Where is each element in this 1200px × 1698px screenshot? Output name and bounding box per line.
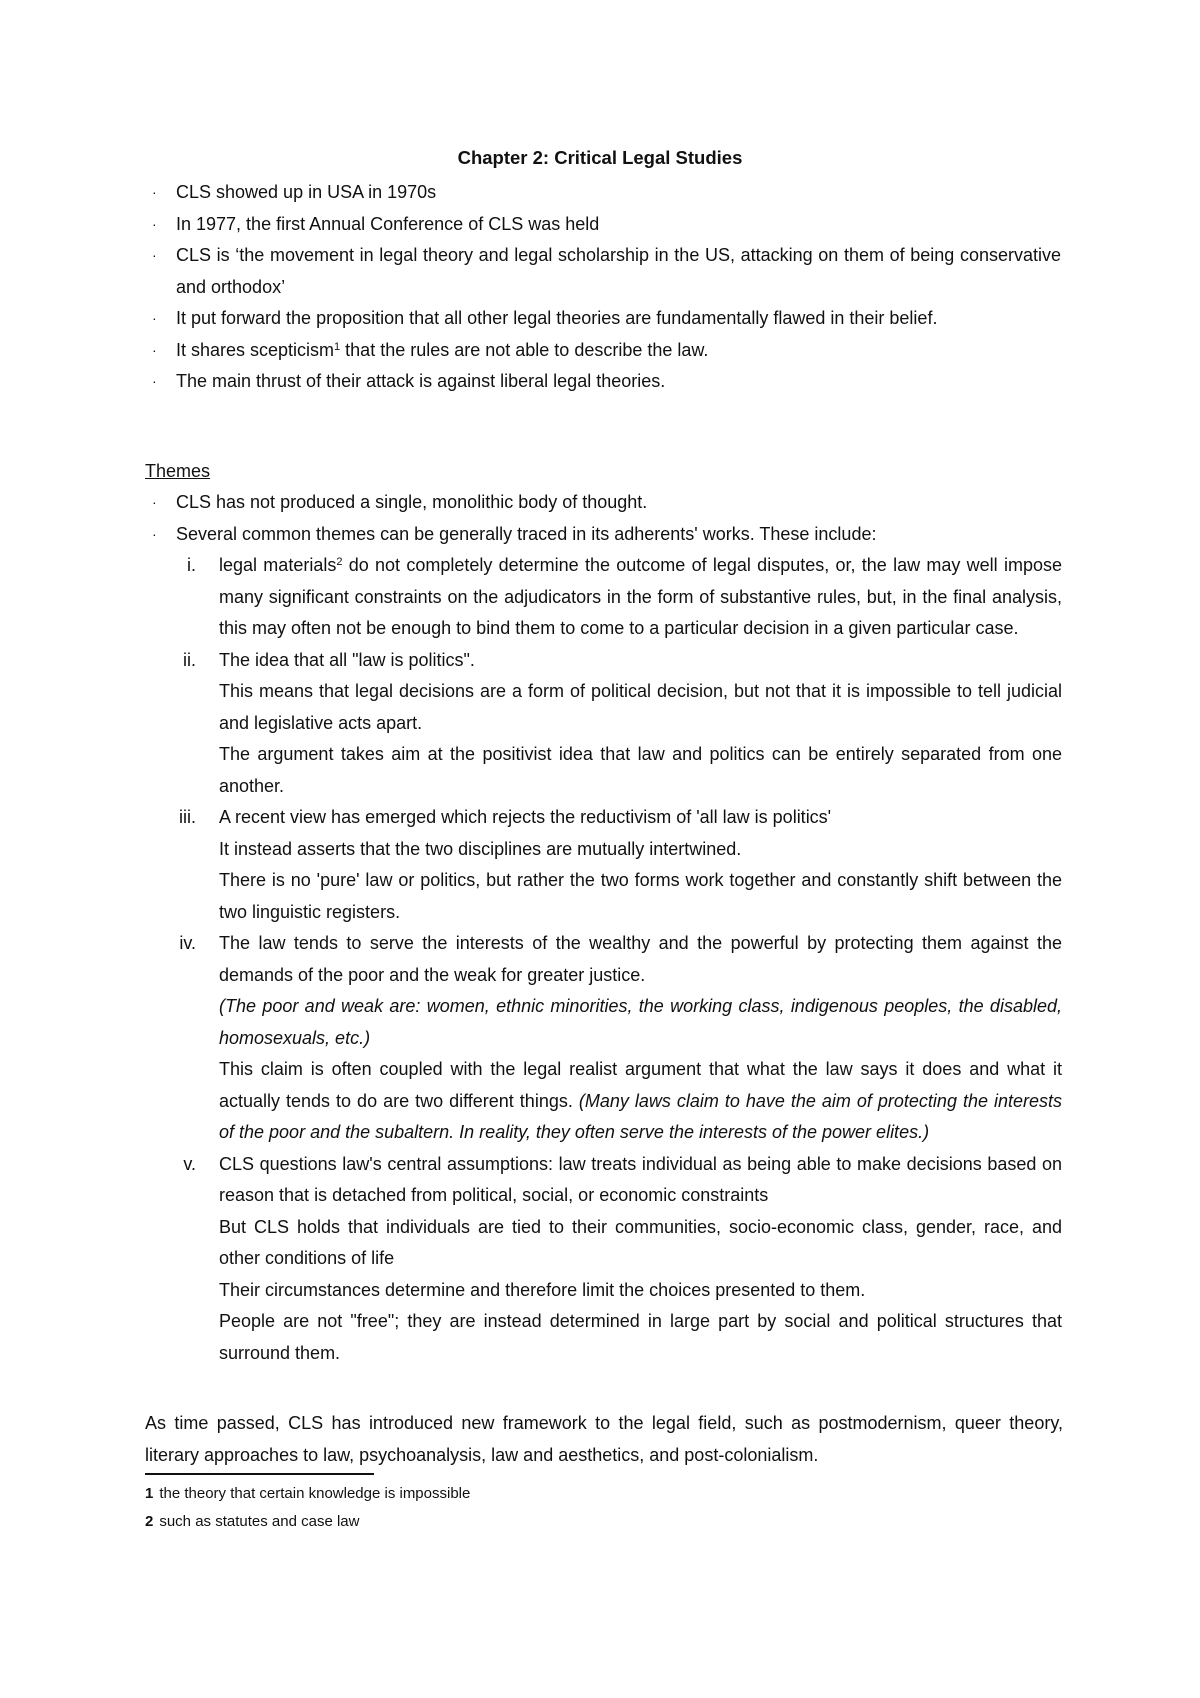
item-paragraph: This means that legal decisions are a form of political decision, but not that it is impossible to tell judicial and legislative acts apart. [219, 681, 1062, 733]
themes-section [0, 487, 1200, 1369]
bullet-icon: · [152, 247, 157, 263]
bullet-icon: · [152, 341, 157, 358]
item-text: legal materials [219, 555, 337, 575]
item-text: do not completely determine the outcome of legal disputes, or, the law may well impose many significant constraints on the adjudicators in the form of substantive rules, but, in the final analysis, this may often not be enough to bind them to come to a particular decision in a given particular case. [219, 555, 1062, 638]
bullet-text: In 1977, the first Annual Conference of CLS was held [176, 213, 600, 234]
item-paragraph: The idea that all "law is politics". [219, 649, 475, 670]
themes-heading: Themes [145, 461, 211, 481]
bullet-icon: · [152, 215, 157, 232]
footnote-item [145, 1480, 470, 1508]
item-paragraph [219, 550, 1062, 645]
item-paragraph: Their circumstances determine and therefore limit the choices presented to them. [219, 1279, 866, 1300]
bullet-item [0, 303, 1061, 335]
bullet-icon: · [152, 494, 157, 510]
item-text: This claim is often coupled with the legal realist argument that what the law says it does and what it actually tends to do are two different things. [219, 1059, 1062, 1111]
theme-item-iii [0, 802, 1062, 928]
chapter-title: Chapter 2: Critical Legal Studies [457, 147, 743, 168]
bullet-item [0, 209, 1061, 241]
bullet-item [0, 487, 1061, 519]
item-paragraph: People are not "free"; they are instead determined in large part by social and political structures that surround them. [219, 1311, 1062, 1363]
intro-bullet-list [0, 177, 1200, 398]
bullet-text: CLS has not produced a single, monolithic body of thought. [176, 492, 648, 512]
bullet-item [0, 519, 1061, 551]
footnote-number: 2 [145, 1513, 154, 1530]
item-paragraph: But CLS holds that individuals are tied to their communities, socio-economic class, gender, race, and other conditions of life [219, 1216, 1062, 1268]
item-paragraph: The law tends to serve the interests of the wealthy and the powerful by protecting them against the demands of the poor and the weak for greater justice. [219, 933, 1062, 985]
bullet-text: It shares scepticism [176, 339, 335, 360]
footnote-number: 1 [145, 1485, 154, 1502]
item-paragraph [219, 1054, 1062, 1149]
footnote-text: such as statutes and case law [159, 1513, 360, 1530]
footnote-divider [145, 1473, 374, 1475]
item-number: v. [183, 1153, 196, 1174]
item-paragraph-italic: (The poor and weak are: women, ethnic minorities, the working class, indigenous peoples, the disabled, homosexuals, etc.) [219, 996, 1062, 1048]
item-number: ii. [183, 649, 196, 670]
bullet-item [0, 335, 1061, 367]
footnote-text: the theory that certain knowledge is impossible [159, 1485, 471, 1502]
bullet-item [0, 177, 1061, 209]
footnotes [145, 1480, 470, 1536]
closing-paragraph: As time passed, CLS has introduced new framework to the legal field, such as postmodernism, queer theory, literary approaches to law, psychoanalysis, law and aesthetics, and post-colonialism. [145, 1413, 1063, 1465]
item-number: iv. [179, 933, 196, 953]
theme-item-i [0, 550, 1062, 645]
bullet-icon: · [152, 525, 157, 542]
item-paragraph: CLS questions law's central assumptions: law treats individual as being able to make decisions based on reason that is detached from political, social, or economic constraints [219, 1153, 1062, 1205]
theme-item-iv [0, 928, 1062, 1149]
theme-item-ii [0, 645, 1062, 803]
footnote-item [145, 1508, 470, 1536]
item-paragraph: It instead asserts that the two disciplines are mutually intertwined. [219, 838, 742, 859]
bullet-text: Several common themes can be generally traced in its adherents' works. These include: [176, 523, 877, 544]
bullet-item [0, 366, 1061, 398]
item-paragraph: A recent view has emerged which rejects the reductivism of 'all law is politics' [219, 807, 832, 827]
bullet-text: It put forward the proposition that all other legal theories are fundamentally flawed in their belief. [176, 308, 938, 328]
bullet-icon: · [152, 184, 157, 200]
bullet-text: CLS showed up in USA in 1970s [176, 182, 437, 202]
item-number: i. [187, 555, 196, 575]
bullet-item [0, 240, 1061, 303]
bullet-icon: · [152, 310, 157, 326]
item-number: iii. [179, 807, 196, 827]
bullet-text: The main thrust of their attack is against liberal legal theories. [176, 371, 666, 391]
bullet-icon: · [152, 373, 157, 389]
bullet-text: CLS is ‘the movement in legal theory and legal scholarship in the US, attacking on them of being conservative and orthodox’ [176, 245, 1061, 297]
item-text-italic: (Many laws claim to have the aim of protecting the interests of the poor and the subaltern. In reality, they often serve the interests of the power elites.) [219, 1090, 1062, 1142]
bullet-text: that the rules are not able to describe the law. [340, 339, 709, 360]
footnote-ref[interactable]: 2 [336, 556, 343, 568]
item-paragraph: The argument takes aim at the positivist idea that law and politics can be entirely separated from one another. [219, 744, 1062, 796]
theme-item-v [0, 1149, 1062, 1370]
item-paragraph: There is no 'pure' law or politics, but rather the two forms work together and constantly shift between the two linguistic registers. [219, 870, 1062, 922]
footnote-ref[interactable]: 1 [334, 340, 341, 353]
